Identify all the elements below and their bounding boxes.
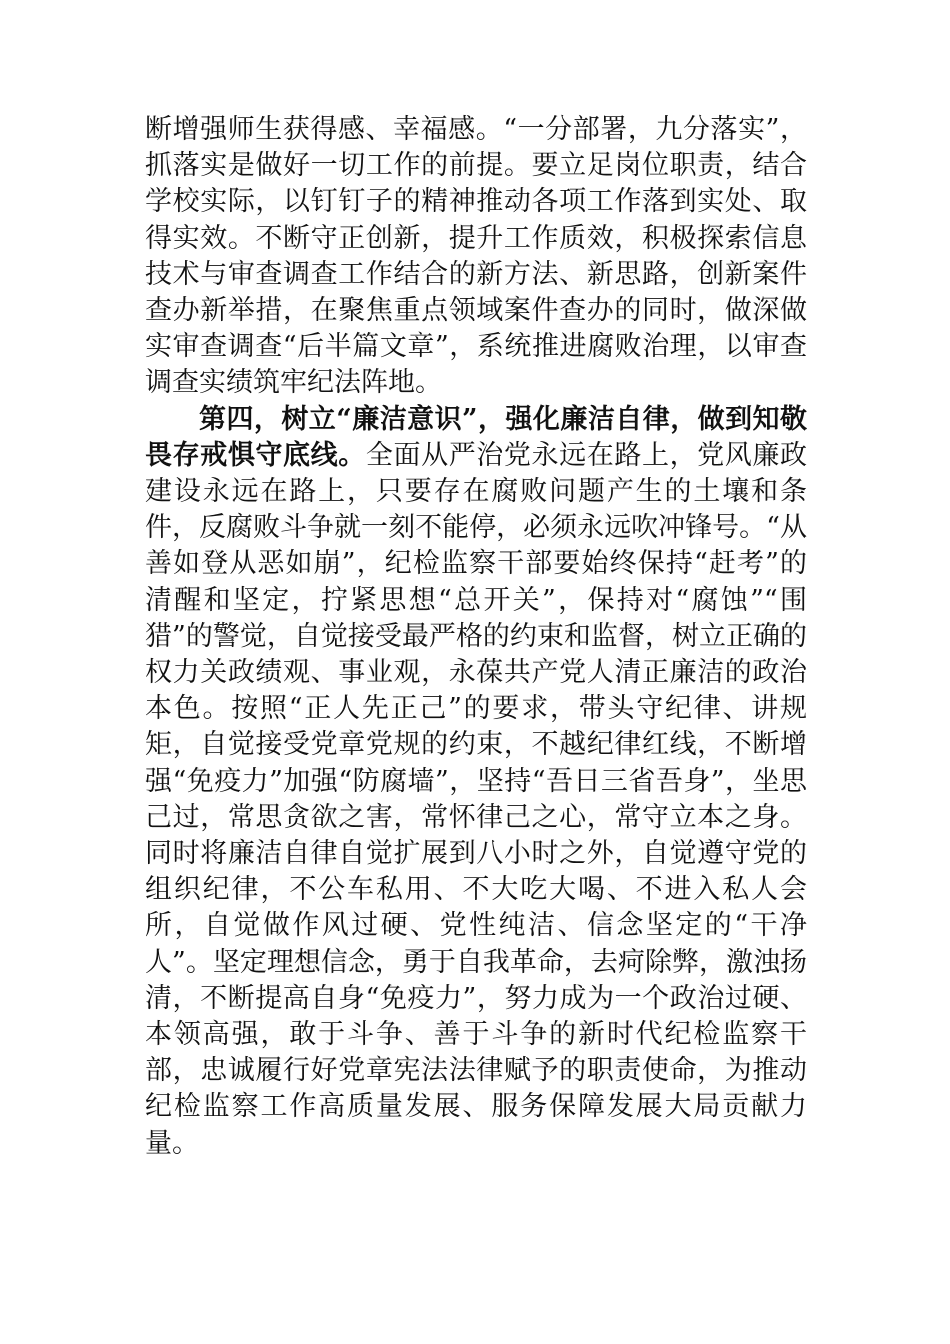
paragraph-continued — [145, 112, 807, 402]
paragraph-fourth-point — [145, 402, 807, 1162]
document-page — [145, 112, 807, 1162]
paragraph-text: 全面从严治党永远在路上，党风廉政建设永远在路上，只要存在腐败问题产生的土壤和条件，反腐败斗争就一刻不能停，必须永远吹冲锋号。“从善如登从恶如崩”，纪检监察干部要始终保持“赶考”的清醒和坚定，拧紧思想“总开关”，保持对“腐蚀”“围猎”的警觉，自觉接受最严格的约束和监督，树立正确的权力关政绩观、事业观，永葆共产党人清正廉洁的政治本色。按照“正人先正己”的要求，带头守纪律、讲规矩，自觉接受党章党规的约束，不越纪律红线，不断增强“免疫力”加强“防腐墙”，坚持“吾日三省吾身”，坐思己过，常思贪欲之害，常怀律己之心，常守立本之身。同时将廉洁自律自觉扩展到八小时之外，自觉遵守党的组织纪律，不公车私用、不大吃大喝、不进入私人会所，自觉做作风过硬、党性纯洁、信念坚定的“干净人”。坚定理想信念，勇于自我革命，去疴除弊，激浊扬清，不断提高自身“免疫力”，努力成为一个政治过硬、本领高强，敢于斗争、善于斗争的新时代纪检监察干部，忠诚履行好党章宪法法律赋予的职责使命，为推动纪检监察工作高质量发展、服务保障发展大局贡献力量。 — [145, 439, 808, 1159]
paragraph-heading: 第四，树立“廉洁意识”，强化廉洁自律，做到知敬畏存戒惧守底线。 — [145, 403, 807, 471]
paragraph-text: 断增强师生获得感、幸福感。“一分部署，九分落实”，抓落实是做好一切工作的前提。要立足岗位职责，结合学校实际，以钉钉子的精神推动各项工作落到实处、取得实效。不断守正创新，提升工作质效，积极探索信息技术与审查调查工作结合的新方法、新思路，创新案件查办新举措，在聚焦重点领域案件查办的同时，做深做实审查调查“后半篇文章”，系统推进腐败治理，以审查调查实绩筑牢纪法阵地。 — [145, 114, 807, 399]
